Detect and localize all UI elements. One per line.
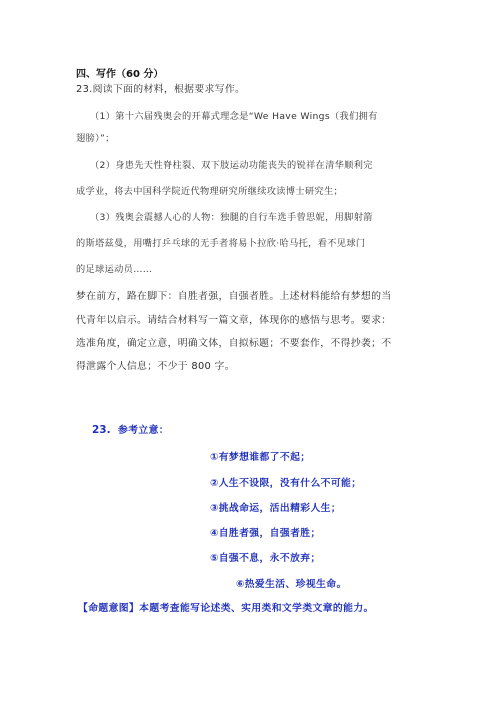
- answer-item-1: ①有梦想谁都了不起；: [210, 452, 311, 463]
- material-2-line-1: （2）身患先天性脊柱裂、双下肢运动功能丧失的锐祥在清华顺利完: [90, 160, 373, 171]
- answer-label: 参考立意：: [118, 425, 169, 436]
- question-prompt: 23.阅读下面的材料，根据要求写作。: [76, 84, 246, 95]
- answer-item-2: ②人生不设限，没有什么不可能；: [210, 478, 362, 489]
- material-3-line-3: 的足球运动员……: [76, 264, 153, 275]
- material-1-line-2: 翅膀）”；: [76, 133, 115, 144]
- answer-item-5: ⑤自强不息，永不放弃；: [210, 553, 321, 564]
- answer-item-6: ⑥热爱生活、珍视生命。: [236, 579, 347, 590]
- answer-item-4: ④自胜者强，自强者胜；: [210, 528, 321, 539]
- answer-number: 23.: [92, 424, 111, 436]
- material-1-line-1: （1）第十六届残奥会的开幕式理念是“We Have Wings（我们拥有: [90, 111, 378, 122]
- answer-item-3: ③挑战命运，活出精彩人生；: [210, 503, 342, 514]
- question-intent: 【命题意图】本题考查能写论述类、实用类和文学类文章的能力。: [78, 603, 374, 614]
- section-title: 四、写作（60 分）: [76, 69, 164, 80]
- requirement-line-4: 得泄露个人信息；不少于 800 字。: [76, 361, 235, 372]
- material-3-line-1: （3）残奥会震撼人心的人物：独腿的自行车选手曾思妮，用脚射箭: [90, 212, 373, 223]
- material-3-line-2: 的斯塔兹曼，用嘴打乒乓球的无手者将易卜拉欣·哈马托，看不见球门: [76, 238, 366, 249]
- material-2-line-2: 成学业，将去中国科学院近代物理研究所继续攻读博士研究生；: [76, 186, 344, 197]
- requirement-line-1: 梦在前方，路在脚下：自胜者强，自强者胜。上述材料能给有梦想的当: [76, 291, 392, 302]
- requirement-line-3: 选准角度，确定立意，明确文体，自拟标题；不要套作，不得抄袭；不: [76, 338, 392, 349]
- requirement-line-2: 代青年以启示。请结合材料写一篇文章，体现你的感悟与思考。要求：: [76, 315, 392, 326]
